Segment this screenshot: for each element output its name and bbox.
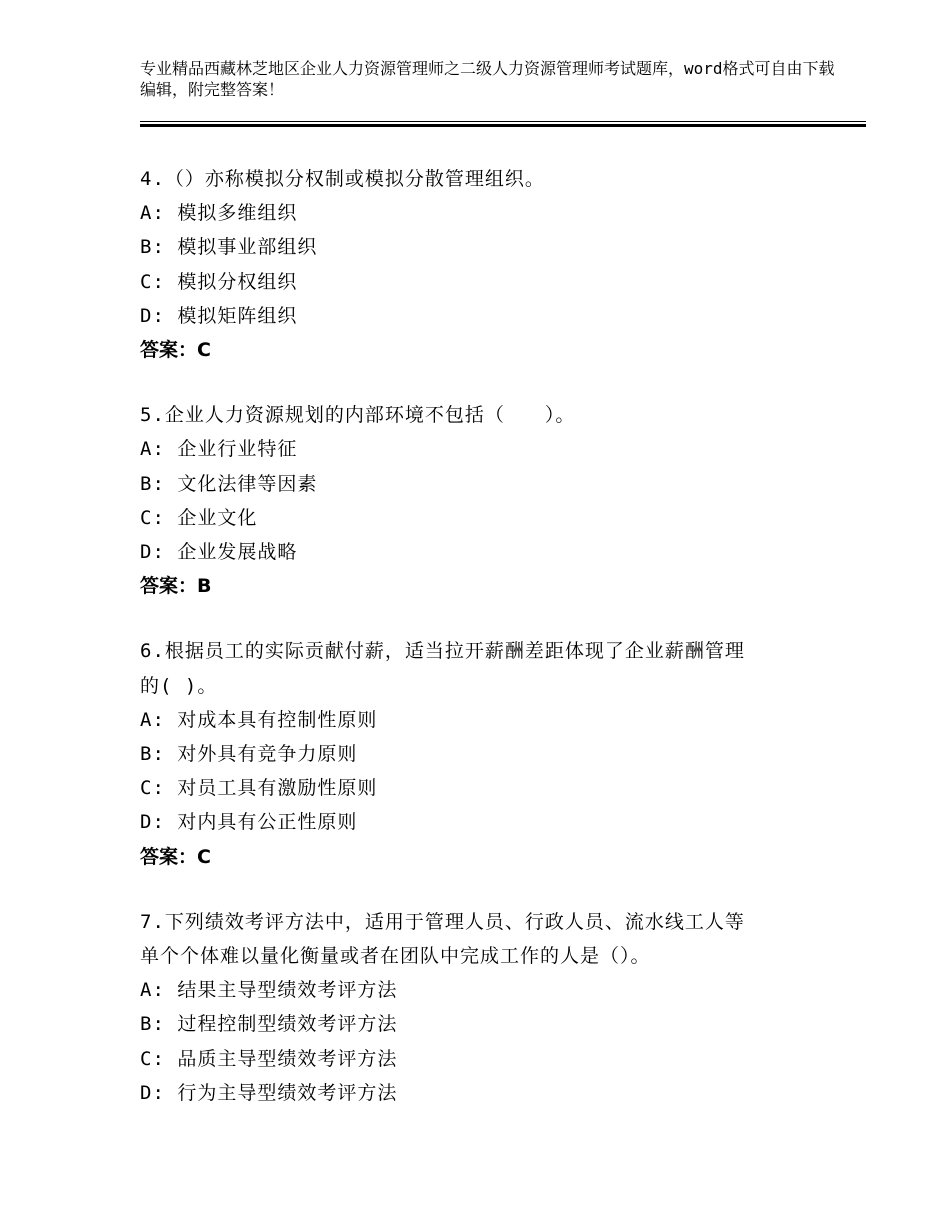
option-a: A: 结果主导型绩效考评方法 <box>140 979 398 1002</box>
page-header: 专业精品西藏林芝地区企业人力资源管理师之二级人力资源管理师考试题库，word格式可自由下载编辑，附完整答案！ <box>140 59 835 99</box>
option-c: C: 模拟分权组织 <box>140 270 298 293</box>
option-a: A: 模拟多维组织 <box>140 202 298 225</box>
header-divider-thick <box>140 124 866 127</box>
answer-label: 答案：C <box>140 339 211 362</box>
option-c: C: 对员工具有激励性原则 <box>140 777 378 800</box>
question-5 <box>140 398 840 603</box>
option-a: A: 企业行业特征 <box>140 438 298 461</box>
option-b: B: 文化法律等因素 <box>140 472 318 495</box>
option-d: D: 模拟矩阵组织 <box>140 304 298 327</box>
option-b: B: 对外具有竞争力原则 <box>140 743 358 766</box>
question-stem: 5.企业人力资源规划的内部环境不包括（ ）。 <box>140 404 576 427</box>
option-d: D: 行为主导型绩效考评方法 <box>140 1081 398 1104</box>
question-stem: 6.根据员工的实际贡献付薪，适当拉开薪酬差距体现了企业薪酬管理 <box>140 640 745 663</box>
option-b: B: 模拟事业部组织 <box>140 236 318 259</box>
option-b: B: 过程控制型绩效考评方法 <box>140 1013 398 1036</box>
question-7 <box>140 905 840 1110</box>
option-d: D: 企业发展战略 <box>140 541 298 564</box>
question-stem: 4.（）亦称模拟分权制或模拟分散管理组织。 <box>140 168 545 190</box>
header-divider-thin <box>140 121 866 122</box>
answer-label: 答案：C <box>140 845 211 868</box>
option-a: A: 对成本具有控制性原则 <box>140 708 378 731</box>
question-stem: 7.下列绩效考评方法中，适用于管理人员、行政人员、流水线工人等 <box>140 910 745 933</box>
question-4 <box>140 162 840 367</box>
answer-label: 答案：B <box>140 575 212 598</box>
option-d: D: 对内具有公正性原则 <box>140 811 358 834</box>
option-c: C: 品质主导型绩效考评方法 <box>140 1047 398 1070</box>
question-list <box>140 162 840 1141</box>
option-c: C: 企业文化 <box>140 506 258 529</box>
question-stem-continued: 单个个体难以量化衡量或者在团队中完成工作的人是（）。 <box>140 945 651 968</box>
question-stem-continued: 的( )。 <box>140 674 218 697</box>
question-6 <box>140 634 840 873</box>
